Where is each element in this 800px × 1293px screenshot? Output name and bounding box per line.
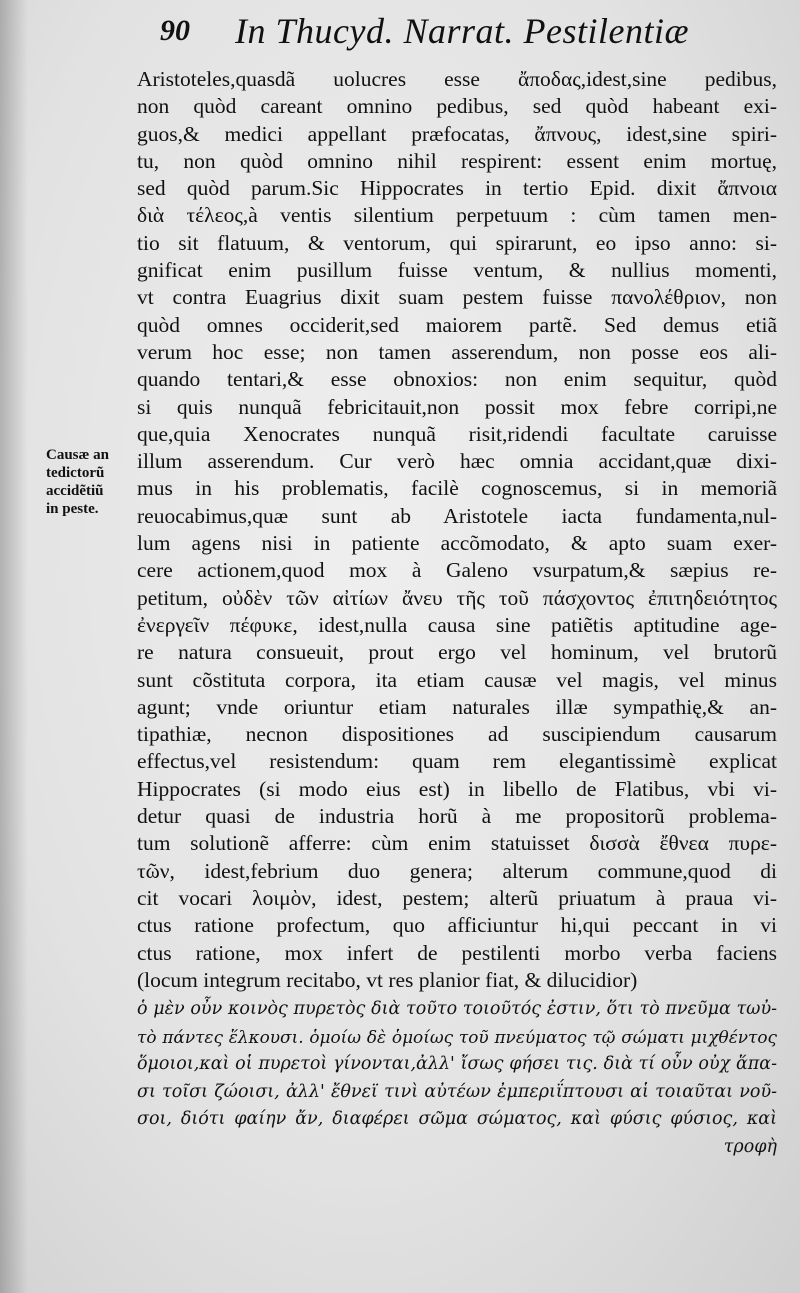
marginal-note-line: accidẽtiũ bbox=[46, 483, 104, 499]
text-line: διὰ τέλεος,à ventis silentium perpetuum : cùm tamen men- bbox=[137, 203, 777, 228]
text-line: cere actionem,quod mox à Galeno vsurpatum,& sæpius re- bbox=[137, 558, 777, 583]
text-line: illum asserendum. Cur verò hæc omnia accidant,quæ dixi- bbox=[137, 449, 777, 474]
text-line: vt contra Euagrius dixit suam pestem fuisse πανολέθριον, non bbox=[137, 285, 777, 310]
page-number: 90 bbox=[160, 14, 190, 47]
marginal-note-line: Causæ an bbox=[46, 447, 109, 463]
text-line: ἐνεργεῖν πέφυκε, idest,nulla causa sine patiẽtis aptitudine age- bbox=[137, 612, 777, 637]
text-line: si quis nunquã febricitauit,non possit mox febre corripi,ne bbox=[137, 394, 777, 419]
text-line: sed quòd parum.Sic Hippocrates in tertio Epid. dixit ἄπνοια bbox=[137, 176, 777, 201]
gutter-shadow bbox=[0, 0, 28, 1293]
running-head: In Thucyd. Narrat. Pestilentiæ bbox=[235, 11, 689, 51]
text-line: que,quia Xenocrates nunquã risit,ridendi facultate caruisse bbox=[137, 421, 777, 446]
text-line: detur quasi de industria horũ à me propositorũ problema- bbox=[137, 804, 777, 829]
greek-quotation bbox=[137, 996, 777, 1161]
text-line: guos,& medici appellant præfocatas, ἄπνους, idest,sine spiri- bbox=[137, 121, 777, 146]
greek-line: τὸ πάντες ἕλκουσι. ὁμοίω δὲ ὁμοίως τοῦ πνεύματος τῷ σώματι μιχθέντος bbox=[137, 1026, 777, 1047]
text-line: quòd omnes occiderit,sed maiorem partẽ. Sed demus etiã bbox=[137, 312, 777, 337]
greek-line: σοι, διότι φαίην ἄν, διαφέρει σῶμα σώματος, καὶ φύσις φύσιος, καὶ bbox=[137, 1109, 777, 1130]
text-line: non quòd careant omnino pedibus, sed quòd habeant exi- bbox=[137, 94, 777, 119]
text-line: Aristoteles,quasdã uolucres esse ἄποδας,idest,sine pedibus, bbox=[137, 67, 777, 91]
text-line: gnificat enim pusillum fuisse ventum, & nullius momenti, bbox=[137, 258, 777, 283]
text-line: mus in his problematis, facilè cognoscemus, si in memoriã bbox=[137, 476, 777, 501]
text-line: tipathiæ, necnon dispositiones ad suscipiendum causarum bbox=[137, 722, 777, 747]
greek-line: σι τοῖσι ζώοισι, ἀλλ' ἔθνεϊ τινὶ αὐτέων ἐμπεριΐπτουσι αἱ τοιαῦται νοῦ- bbox=[137, 1081, 777, 1102]
marginal-note-line: in peste. bbox=[46, 501, 99, 517]
text-line: reuocabimus,quæ sunt ab Aristotele iacta fundamenta,nul- bbox=[137, 503, 777, 528]
text-line: tum solutionẽ afferre: cùm enim statuisset δισσὰ ἔθνεα πυρε- bbox=[137, 831, 777, 856]
catchword: τροφὴ bbox=[723, 1136, 777, 1157]
marginal-note-line: tedictorũ bbox=[46, 465, 105, 481]
text-line: τῶν, idest,febrium duo genera; alterum commune,quod di bbox=[137, 858, 777, 883]
text-line: re natura consueuit, prout ergo vel hominum, vel brutorũ bbox=[137, 640, 777, 665]
text-line: verum hoc esse; non tamen asserendum, non posse eos ali- bbox=[137, 339, 777, 364]
text-line: ctus ratione, mox infert de pestilenti morbo verba faciens bbox=[137, 940, 777, 965]
page-header bbox=[160, 8, 780, 54]
greek-line: ὅμοιοι,καὶ οἱ πυρετοὶ γίνονται,ἀλλ' ἴσως φήσει τις. διὰ τί οὖν οὐχ ἅπα- bbox=[137, 1054, 777, 1075]
text-line: lum agens nisi in patiente accõmodato, & apto suam exer- bbox=[137, 531, 777, 556]
text-line: effectus,vel resistendum: quam rem elegantissimè explicat bbox=[137, 749, 777, 774]
text-line: tio sit flatuum, & ventorum, qui spirarunt, eo ipso anno: si- bbox=[137, 230, 777, 255]
text-line: sunt cõstituta corpora, ita etiam causæ vel magis, vel minus bbox=[137, 667, 777, 692]
text-line: (locum integrum recitabo, vt res planior fiat, & dilucidior) bbox=[137, 967, 638, 992]
text-line: agunt; vnde oriuntur etiam naturales illæ sympathię,& an- bbox=[137, 694, 777, 719]
text-line: tu, non quòd omnino nihil respirent: essent enim mortuę, bbox=[137, 148, 777, 173]
text-line: Hippocrates (si modo eius est) in libello de Flatibus, vbi vi- bbox=[137, 776, 777, 801]
text-line: petitum, οὐδὲν τῶν αἰτίων ἄνευ τῆς τοῦ πάσχοντος ἐπιτηδειότητος bbox=[137, 585, 777, 610]
marginal-note bbox=[46, 446, 126, 518]
text-line: quando tentari,& esse obnoxios: non enim sequitur, quòd bbox=[137, 367, 777, 392]
body-text bbox=[137, 66, 777, 1161]
greek-line: ὁ μὲν οὖν κοινὸς πυρετὸς διὰ τοῦτο τοιοῦτός ἐστιν, ὅτι τὸ πνεῦμα τωὐ- bbox=[137, 999, 777, 1020]
text-line: cit vocari λοιμὸν, idest, pestem; alterũ priuatum à praua vi- bbox=[137, 885, 777, 910]
text-line: ctus ratione profectum, quo afficiuntur hi,qui peccant in vi bbox=[137, 913, 777, 938]
